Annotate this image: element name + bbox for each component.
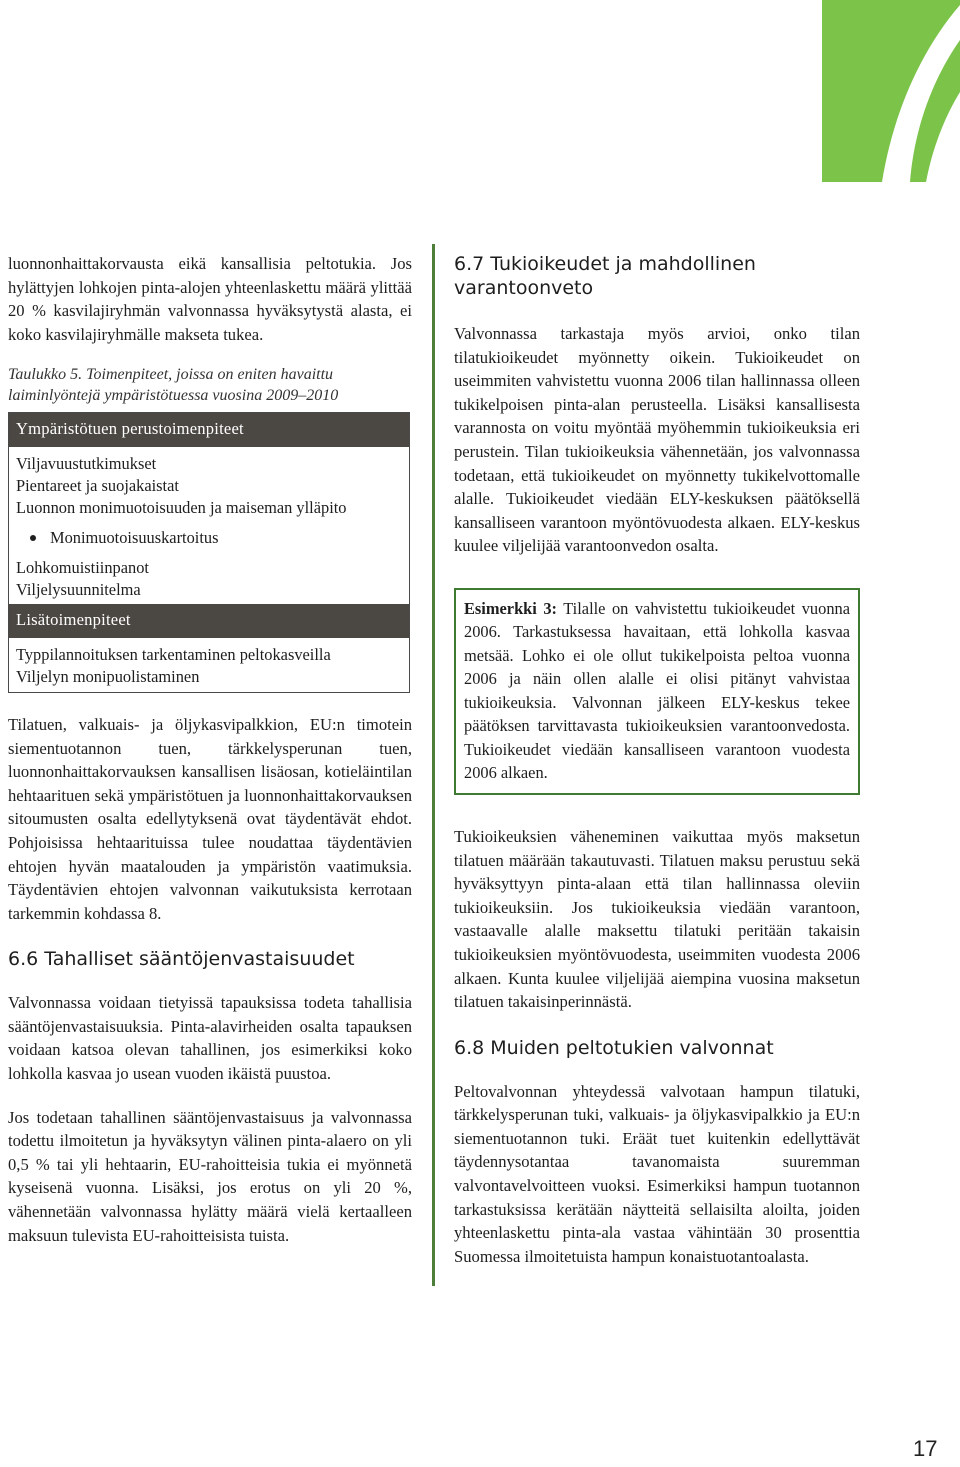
table-row: Luonnon monimuotoisuuden ja maiseman ylläpito [16, 497, 347, 517]
table-row: Lohkomuistiinpanot [16, 557, 149, 577]
table-header-basic-measures: Ympäristötuen perustoimenpiteet [9, 413, 409, 447]
section-heading-6-6: 6.6 Tahalliset sääntöjenvastaisuudet [8, 948, 355, 971]
conditions-paragraph: Tilatuen, valkuais- ja öljykasvipalkkion, EU:n timotein siementuotannon tuen, tärkkelysperunan tuen, luonnonhaittakorvauksen kansallisen lisäosan, kotieläintilan hehtaarituen sekä ympäristötuen ja luonnonhaittakorvauksen sitoumusten osalta edellytyksenä ovat täydentävät ehdot. Pohjoisissa hehtaarituissa tulee noudattaa täydentävien ehtojen hyvän maatalouden ja ympäristön vaatimuksia. Täydentävien ehtojen valvonnan vaikutuksista kerrotaan tarkemmin kohdassa 8. [8, 714, 412, 923]
example-label: Esimerkki 3: [464, 598, 558, 618]
reduction-paragraph: Tukioikeuksien väheneminen vaikuttaa myös maksetun tilatuen määrään takautuvasti. Tilatuen maksu perustuu sekä hyväksyttyyn pinta-alaan että tilan hallinnassa oleviin tukioikeuksiin. Jos tukioikeuksia viedään varantoon, vastaavalle alalle maksettu tilatuki peritään takaisin tukioikeuksien myöntövuodesta, useimmiten vuodesta 2006 alkaen. Kunta kuulee viljelijää aiempina vuosina maksetun tilatuen takaisinperinnästä. [454, 826, 860, 1012]
section-heading-6-7: 6.7 Tukioikeudet ja mahdollinen varantoonveto [454, 253, 756, 299]
table-row: Viljelyn monipuolistaminen [16, 667, 200, 687]
table-header-additional-measures: Lisätoimenpiteet [9, 604, 409, 638]
table-body-additional [9, 638, 409, 692]
table-body-basic [9, 447, 409, 604]
table-bullet-item: Monimuotoisuuskartoitus [16, 519, 402, 557]
intro-paragraph: luonnonhaittakorvausta eikä kansallisia peltotukia. Jos hylättyjen lohkojen pinta-alojen yhteenlaskettu määrä ylittää 20 % kasvilajiryhmän valvonnassa hyväksytystä alasta, ei koko kasvilajiryhmälle makseta tukea. [8, 254, 412, 344]
table-caption: Taulukko 5. Toimenpiteet, joissa on eniten havaittu laiminlyöntejä ympäristötuessa vuosina 2009–2010 [8, 366, 339, 405]
left-column [8, 252, 412, 1247]
bullet-icon [30, 535, 36, 541]
table-row: Pientareet ja suojakaistat [16, 476, 179, 496]
entitlements-paragraph: Valvonnassa tarkastaja myös arvioi, onko tilan tilatukioikeudet myönnetty oikein. Tukioikeudet on useimmiten vahvistettu vuonna 2006 tilan hallinnassa olleen tukikelpoisen pinta-alan perusteella. Lisäksi kansallisesta varannosta on voitu myöntää myöhemmin tukioikeuksia eri perustein. Tilan tukioikeuksia vähennetään, jos valvonnassa todetaan, että tukioikeudet on myönnetty tukikelvottomalle alalle. Tukioikeudet viedään ELY-keskuksen päätöksellä kansalliseen varantoon myöntövuodesta alkaen. ELY-keskus kuulee viljelijää varantoonvedon osalta. [454, 324, 860, 556]
intentional-paragraph-2: Jos todetaan tahallinen sääntöjenvastaisuus ja valvonnassa todettu ilmoitetun ja hyväksytyn välinen pinta-alaero on yli 0,5 % tai yli hehtaarin, EU-rahoitteisia tukia ei myönnetä kyseisenä vuonna. Lisäksi, jos erotus on yli 20 %, vähennetään valvonnassa hylätty määrä vielä kertaalleen maksuun tulevista EU-rahoitteisista tuista. [8, 1107, 412, 1245]
example-box [454, 588, 860, 795]
table-row: Typpilannoituksen tarkentaminen peltokasveilla [16, 645, 331, 665]
table-row: Viljavuustutkimukset [16, 454, 157, 474]
measures-table [8, 412, 410, 693]
other-supports-paragraph: Peltovalvonnan yhteydessä valvotaan hampun tilatuki, tärkkelysperunan tuki, valkuais- ja öljykasvipalkkio ja EU:n siementuotannon tuki. Eräät tuet kuitenkin edellyttävät täydennysotantaa tavanomaista suuremman valvontavelvoitteen vuoksi. Esimerkiksi hampun tuotannon tarkastuksissa kerätään näytteitä sellaisilta aloilta, joiden yhteenlaskettu pinta-ala vastaa vähintään 30 prosenttia Suomessa ilmoitetuista hampun konaistuotantoalasta. [454, 1081, 860, 1266]
section-heading-6-8: 6.8 Muiden peltotukien valvonnat [454, 1036, 774, 1059]
right-column [454, 252, 860, 1268]
column-divider [432, 244, 435, 1286]
example-text: Tilalle on vahvistettu tukioikeudet vuonna 2006. Tarkastuksessa havaitaan, että lohkolla kasvaa metsää. Lohko ei ole ollut tukikelpoista peltoa vuonna 2006 ja näin ollen alalle ei olisi pitänyt vahvistaa tukioikeuksia. Valvonnan jälkeen ELY-keskus tekee päätöksen tarvittavasta tukioikeuksien varantoonvedosta. Tukioikeudet viedään kansalliseen varantoon vuodesta 2006 alkaen. [464, 598, 850, 783]
page-number: 17 [913, 1436, 938, 1461]
intentional-paragraph-1: Valvonnassa voidaan tietyissä tapauksissa todeta tahallisia sääntöjenvastaisuuksia. Pinta-alavirheiden osalta tapauksen voidaan katsoa olevan tahallinen, jos esimerkiksi koko lohkolla kasvaa jo usean vuoden ikäistä puustoa. [8, 993, 412, 1084]
table-row: Viljelysuunnitelma [16, 579, 141, 599]
leaf-logo-icon [822, 0, 960, 182]
